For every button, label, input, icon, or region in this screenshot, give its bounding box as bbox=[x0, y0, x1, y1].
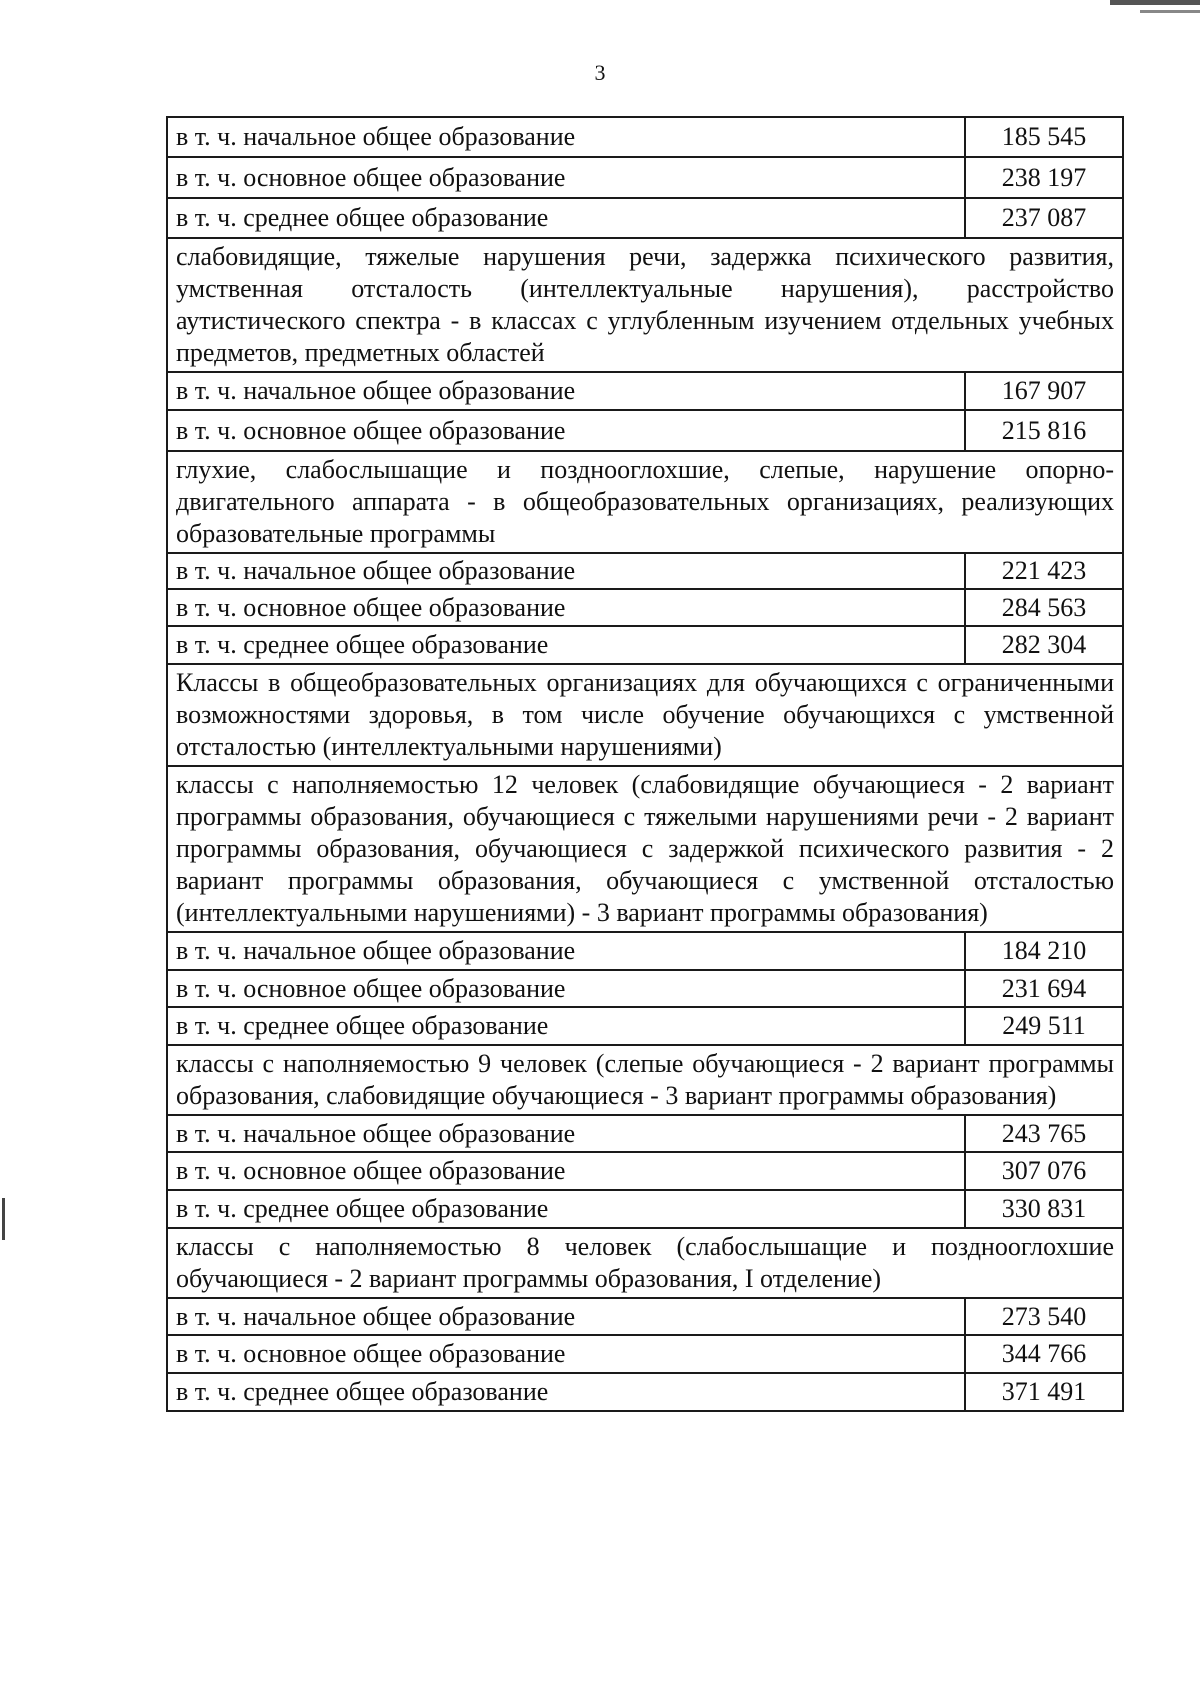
row-value: 371 491 bbox=[965, 1373, 1123, 1411]
table-row bbox=[167, 1190, 1123, 1228]
row-label: в т. ч. начальное общее образование bbox=[167, 932, 965, 970]
table-row bbox=[167, 198, 1123, 238]
table-row bbox=[167, 589, 1123, 626]
row-value: 167 907 bbox=[965, 372, 1123, 410]
section-heading-row bbox=[167, 664, 1123, 766]
section-heading-text: Классы в общеобразовательных организациях для обучающихся с ограниченными возможностями здоровья, в том числе обучение обучающихся с умственной отсталостью (интеллектуальными нарушениями) bbox=[167, 664, 1123, 766]
section-heading-row bbox=[167, 1228, 1123, 1298]
row-label: в т. ч. начальное общее образование bbox=[167, 1115, 965, 1152]
row-value: 231 694 bbox=[965, 970, 1123, 1007]
row-value: 344 766 bbox=[965, 1335, 1123, 1373]
row-value: 238 197 bbox=[965, 157, 1123, 198]
section-heading-row bbox=[167, 766, 1123, 932]
section-heading-text: глухие, слабослышащие и позднооглохшие, слепые, нарушение опорно-двигательного аппарата - в общеобразовательных организациях, реализующих образовательные программы bbox=[167, 451, 1123, 553]
row-label: в т. ч. основное общее образование bbox=[167, 1335, 965, 1373]
section-heading-text: слабовидящие, тяжелые нарушения речи, задержка психического развития, умственная отсталость (интеллектуальные нарушения), расстройство аутистического спектра - в классах с углубленным изучением отдельных учебных предметов, предметных областей bbox=[167, 238, 1123, 372]
row-value: 282 304 bbox=[965, 626, 1123, 664]
row-label: в т. ч. основное общее образование bbox=[167, 589, 965, 626]
row-label: в т. ч. среднее общее образование bbox=[167, 626, 965, 664]
row-label: в т. ч. основное общее образование bbox=[167, 1152, 965, 1190]
page-number: 3 bbox=[594, 60, 606, 85]
row-value: 243 765 bbox=[965, 1115, 1123, 1152]
cost-table-body bbox=[167, 117, 1123, 1411]
row-value: 185 545 bbox=[965, 117, 1123, 157]
table-row bbox=[167, 553, 1123, 589]
scan-edge-mark bbox=[1140, 10, 1200, 13]
table-row bbox=[167, 1335, 1123, 1373]
table-row bbox=[167, 117, 1123, 157]
table-row bbox=[167, 157, 1123, 198]
scan-edge-mark bbox=[1110, 0, 1200, 5]
table-row bbox=[167, 626, 1123, 664]
row-label: в т. ч. среднее общее образование bbox=[167, 1190, 965, 1228]
row-value: 249 511 bbox=[965, 1007, 1123, 1045]
table-row bbox=[167, 1007, 1123, 1045]
row-label: в т. ч. среднее общее образование bbox=[167, 1373, 965, 1411]
row-value: 284 563 bbox=[965, 589, 1123, 626]
row-label: в т. ч. начальное общее образование bbox=[167, 117, 965, 157]
table-row bbox=[167, 410, 1123, 451]
row-value: 184 210 bbox=[965, 932, 1123, 970]
row-value: 215 816 bbox=[965, 410, 1123, 451]
row-label: в т. ч. начальное общее образование bbox=[167, 553, 965, 589]
table-row bbox=[167, 932, 1123, 970]
section-heading-text: классы с наполняемостью 9 человек (слепые обучающиеся - 2 вариант программы образования, слабовидящие обучающиеся - 3 вариант программы образования) bbox=[167, 1045, 1123, 1115]
row-label: в т. ч. среднее общее образование bbox=[167, 1007, 965, 1045]
section-heading-text: классы с наполняемостью 12 человек (слабовидящие обучающиеся - 2 вариант программы образования, обучающиеся с тяжелыми нарушениями речи - 2 вариант программы образования, обучающиеся с задержкой психического развития - 2 вариант программы образования, обучающиеся с умственной отсталостью (интеллектуальными нарушениями) - 3 вариант программы образования) bbox=[167, 766, 1123, 932]
row-value: 330 831 bbox=[965, 1190, 1123, 1228]
row-label: в т. ч. начальное общее образование bbox=[167, 1298, 965, 1335]
row-label: в т. ч. основное общее образование bbox=[167, 410, 965, 451]
scan-margin-mark bbox=[2, 1198, 5, 1240]
section-heading-row bbox=[167, 451, 1123, 553]
table-row bbox=[167, 1152, 1123, 1190]
row-label: в т. ч. среднее общее образование bbox=[167, 198, 965, 238]
table-row bbox=[167, 372, 1123, 410]
section-heading-row bbox=[167, 1045, 1123, 1115]
section-heading-text: классы с наполняемостью 8 человек (слабослышащие и позднооглохшие обучающиеся - 2 вариант программы образования, I отделение) bbox=[167, 1228, 1123, 1298]
table-row bbox=[167, 970, 1123, 1007]
table-row bbox=[167, 1115, 1123, 1152]
section-heading-row bbox=[167, 238, 1123, 372]
row-label: в т. ч. начальное общее образование bbox=[167, 372, 965, 410]
row-value: 307 076 bbox=[965, 1152, 1123, 1190]
row-value: 221 423 bbox=[965, 553, 1123, 589]
table-row bbox=[167, 1298, 1123, 1335]
row-value: 237 087 bbox=[965, 198, 1123, 238]
table-row bbox=[167, 1373, 1123, 1411]
row-label: в т. ч. основное общее образование bbox=[167, 970, 965, 1007]
row-value: 273 540 bbox=[965, 1298, 1123, 1335]
cost-table bbox=[166, 116, 1124, 1412]
row-label: в т. ч. основное общее образование bbox=[167, 157, 965, 198]
